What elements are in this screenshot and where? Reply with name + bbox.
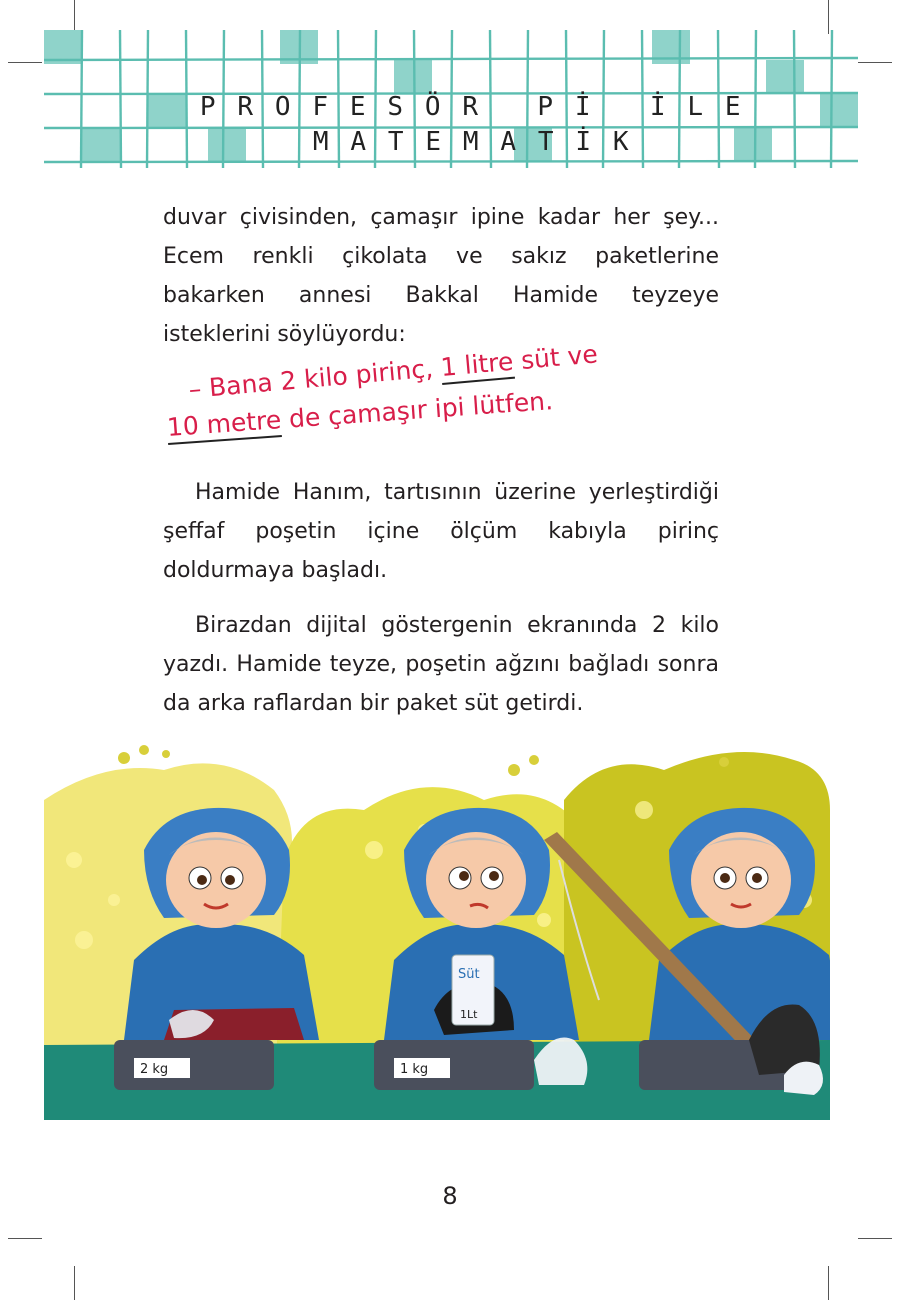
title-letter: R	[462, 92, 479, 122]
title-letter: E	[724, 92, 741, 122]
milk-volume: 1Lt	[460, 1008, 478, 1021]
title-letter	[602, 92, 640, 122]
dialogue-text: de çamaşır ipi lütfen.	[280, 386, 554, 435]
title-letter: A	[500, 127, 517, 157]
title-letter: E	[349, 92, 366, 122]
crop-mark	[858, 1238, 892, 1239]
title-letter: T	[537, 127, 554, 157]
title-letter: M	[312, 127, 329, 157]
title-letter: S	[387, 92, 404, 122]
title-letter: P	[537, 92, 554, 122]
milk-label: Süt	[458, 967, 480, 982]
dialogue-text: – Bana 2 kilo pirinç,	[187, 353, 443, 404]
crop-mark	[74, 1266, 75, 1300]
crop-mark	[8, 1238, 42, 1239]
title-letter: T	[387, 127, 404, 157]
title-letter: A	[350, 127, 367, 157]
title-letter: İ	[574, 92, 591, 122]
scale-display: 1 kg	[400, 1062, 429, 1077]
grocer-illustration	[44, 740, 830, 1130]
title-letter: F	[312, 92, 329, 122]
story-paragraph: Birazdan dijital göstergenin ekranında 2 kilo yazdı. Hamide teyze, poşetin ağzını bağladı sonra da arka raflardan bir paket süt getirdi.	[163, 613, 719, 716]
scale-display: 2 kg	[140, 1062, 169, 1077]
dialogue-text: süt ve	[511, 339, 599, 376]
title-letter: P	[199, 92, 216, 122]
header-title-line2	[302, 127, 640, 157]
story-paragraph: Hamide Hanım, tartısının üzerine yerleştirdiği şeffaf poşetin içine ölçüm kabıyla pirinç doldurmaya başladı.	[163, 480, 719, 583]
header-title-line1	[189, 92, 752, 122]
title-letter: R	[237, 92, 254, 122]
crop-mark	[828, 1266, 829, 1300]
title-letter: O	[274, 92, 291, 122]
title-letter: E	[425, 127, 442, 157]
title-letter: Ö	[424, 92, 441, 122]
story-paragraph: duvar çivisinden, çamaşır ipine kadar her şey... Ecem renkli çikolata ve sakız paketlerine bakarken annesi Bakkal Hamide teyzeye isteklerini söylüyordu:	[163, 205, 719, 347]
title-letter: K	[612, 127, 629, 157]
underlined-quantity: 1 litre	[440, 347, 515, 385]
title-letter: İ	[575, 127, 592, 157]
underlined-quantity: 10 metre	[166, 405, 282, 445]
page-header	[44, 30, 858, 168]
crop-mark	[858, 62, 892, 63]
page-number: 8	[442, 1182, 458, 1210]
crop-mark	[828, 0, 829, 34]
title-letter	[489, 92, 527, 122]
title-letter: M	[462, 127, 479, 157]
crop-mark	[8, 62, 42, 63]
title-letter: İ	[649, 92, 666, 122]
title-letter: L	[687, 92, 704, 122]
crop-mark	[74, 0, 75, 34]
